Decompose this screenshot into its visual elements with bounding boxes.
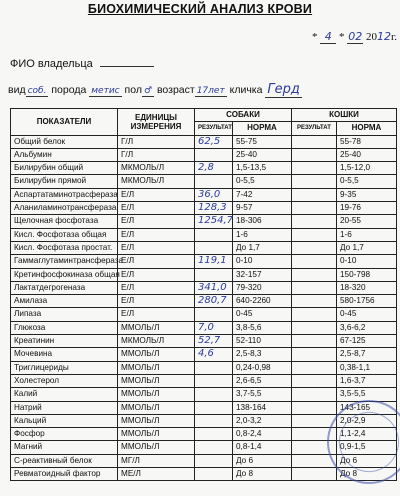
param-name: Магний	[11, 441, 118, 454]
unit-cell: Е/Л	[118, 202, 195, 215]
dog-norm: До 8	[233, 468, 292, 481]
date-separator: *	[339, 31, 345, 43]
header-row-top	[11, 109, 397, 122]
cat-norm: 143-165	[337, 401, 397, 414]
unit-cell: МКМОЛЬ/Л	[118, 335, 195, 348]
dog-result	[195, 241, 233, 254]
table-row	[11, 175, 397, 188]
unit-cell: ММОЛЬ/Л	[118, 321, 195, 334]
param-name: Аланиламинотрансфераза	[11, 202, 118, 215]
cat-result	[292, 148, 337, 161]
date-day: 4	[320, 30, 336, 44]
param-name: Триглицериды	[11, 361, 118, 374]
cat-result	[292, 228, 337, 241]
cat-result	[292, 388, 337, 401]
table-row	[11, 268, 397, 281]
cat-norm: 0-10	[337, 255, 397, 268]
dog-norm: 0-10	[233, 255, 292, 268]
sex-label: пол	[124, 84, 142, 96]
param-name: С-реактивный белок	[11, 454, 118, 467]
dog-result	[195, 428, 233, 441]
dog-result	[195, 175, 233, 188]
cat-norm: 1-6	[337, 228, 397, 241]
unit-cell: МГ/Л	[118, 454, 195, 467]
cat-result	[292, 335, 337, 348]
unit-cell: Е/Л	[118, 281, 195, 294]
unit-cell: Е/Л	[118, 268, 195, 281]
cat-norm: 1,1-2,4	[337, 428, 397, 441]
dog-result	[195, 268, 233, 281]
table-row	[11, 215, 397, 228]
param-name: Холестерол	[11, 374, 118, 387]
dog-result: 341,0	[195, 281, 233, 294]
dog-result	[195, 468, 233, 481]
table-row	[11, 295, 397, 308]
dog-norm: 0-5,5	[233, 175, 292, 188]
dog-result	[195, 414, 233, 427]
dog-result: 119,1	[195, 255, 233, 268]
cat-norm: До 6	[337, 454, 397, 467]
param-name: Гаммаглутаминтрансфераза	[11, 255, 118, 268]
unit-cell: Е/Л	[118, 308, 195, 321]
dog-result	[195, 388, 233, 401]
unit-cell: Г/Л	[118, 148, 195, 161]
param-name: Натрий	[11, 401, 118, 414]
dog-norm: До 6	[233, 454, 292, 467]
date-year-prefix: 20	[366, 31, 377, 43]
dog-norm: 138-164	[233, 401, 292, 414]
unit-cell: Е/Л	[118, 188, 195, 201]
cat-result	[292, 321, 337, 334]
unit-cell: ММОЛЬ/Л	[118, 374, 195, 387]
animal-line	[8, 82, 302, 98]
cat-norm: 2,5-8,7	[337, 348, 397, 361]
param-name: Липаза	[11, 308, 118, 321]
cat-result	[292, 135, 337, 148]
cat-result	[292, 348, 337, 361]
dog-norm: 3,7-5,5	[233, 388, 292, 401]
cat-result	[292, 295, 337, 308]
form-title: БИОХИМИЧЕСКИЙ АНАЛИЗ КРОВИ	[87, 2, 313, 16]
header-dog-norm: НОРМА	[233, 122, 292, 135]
dog-result	[195, 454, 233, 467]
dog-norm: 0,8-2,4	[233, 428, 292, 441]
param-name: Кретинфосфокиназа общая	[11, 268, 118, 281]
header-units: ЕДИНИЦЫ ИЗМЕРЕНИЯ	[118, 109, 195, 136]
table-row	[11, 135, 397, 148]
name-value: Герд	[267, 82, 300, 97]
param-name: Щелочная фосфотаза	[11, 215, 118, 228]
param-name: Фосфор	[11, 428, 118, 441]
dog-norm: 1-6	[233, 228, 292, 241]
cat-result	[292, 255, 337, 268]
dog-norm: 0,24-0,98	[233, 361, 292, 374]
unit-cell: Г/Л	[118, 135, 195, 148]
param-name: Лактатдегрогеназа	[11, 281, 118, 294]
table-row	[11, 241, 397, 254]
dog-result: 7,0	[195, 321, 233, 334]
table-row	[11, 228, 397, 241]
table-row	[11, 281, 397, 294]
table-row	[11, 335, 397, 348]
param-name: Ревматоидный фактор	[11, 468, 118, 481]
stamp-inner-ring	[331, 404, 400, 481]
dog-norm: 32-157	[233, 268, 292, 281]
cat-norm: 20-55	[337, 215, 397, 228]
unit-cell: Е/Л	[118, 215, 195, 228]
age-value: 17лет	[196, 86, 225, 96]
dog-norm: 640-2260	[233, 295, 292, 308]
header-cats: КОШКИ	[292, 109, 397, 122]
unit-cell: ММОЛЬ/Л	[118, 361, 195, 374]
cat-norm: 0-5,5	[337, 175, 397, 188]
unit-cell: МКМОЛЬ/Л	[118, 162, 195, 175]
header-param: ПОКАЗАТЕЛИ	[11, 109, 118, 136]
breed-label: порода	[51, 84, 87, 96]
dog-result: 36,0	[195, 188, 233, 201]
table-row	[11, 388, 397, 401]
dog-result: 280,7	[195, 295, 233, 308]
breed-value: метис	[91, 86, 120, 96]
param-name: Альбумин	[11, 148, 118, 161]
param-name: Общий белок	[11, 135, 118, 148]
table-row	[11, 348, 397, 361]
cat-norm: 0-45	[337, 308, 397, 321]
cat-norm: 580-1756	[337, 295, 397, 308]
dog-result: 52,7	[195, 335, 233, 348]
cat-result	[292, 241, 337, 254]
unit-cell: ММОЛЬ/Л	[118, 428, 195, 441]
cat-norm: До 8	[337, 468, 397, 481]
table-row	[11, 374, 397, 387]
cat-norm: 55-78	[337, 135, 397, 148]
dog-norm: До 1,7	[233, 241, 292, 254]
dog-norm: 55-75	[233, 135, 292, 148]
cat-result	[292, 468, 337, 481]
unit-cell: Е/Л	[118, 255, 195, 268]
cat-result	[292, 401, 337, 414]
age-label: возраст	[156, 84, 195, 96]
dog-result	[195, 148, 233, 161]
date-line	[312, 30, 397, 44]
unit-cell: Е/Л	[118, 228, 195, 241]
cat-norm: 9-35	[337, 188, 397, 201]
dog-norm: 7-42	[233, 188, 292, 201]
dog-norm: 3,8-5,6	[233, 321, 292, 334]
table-row	[11, 361, 397, 374]
cat-norm: 3,5-5,5	[337, 388, 397, 401]
cat-result	[292, 281, 337, 294]
param-name: Кисл. Фосфотаза общая	[11, 228, 118, 241]
table-row	[11, 202, 397, 215]
cat-result	[292, 162, 337, 175]
unit-cell: ММОЛЬ/Л	[118, 401, 195, 414]
date-suffix: г.	[391, 31, 398, 43]
param-name: Глюкоза	[11, 321, 118, 334]
param-name: Калий	[11, 388, 118, 401]
param-name: Мочевина	[11, 348, 118, 361]
unit-cell: Е/Л	[118, 295, 195, 308]
cat-result	[292, 188, 337, 201]
table-row	[11, 255, 397, 268]
species-value: соб.	[27, 86, 47, 96]
cat-norm: 25-40	[337, 148, 397, 161]
param-name: Креатинин	[11, 335, 118, 348]
dog-norm: 2,5-8,3	[233, 348, 292, 361]
dog-norm: 2,6-6,5	[233, 374, 292, 387]
date-year: 12	[377, 30, 391, 43]
cat-result	[292, 215, 337, 228]
dog-norm: 9-57	[233, 202, 292, 215]
param-name: Билирубин общий	[11, 162, 118, 175]
cat-norm: 0,38-1,1	[337, 361, 397, 374]
dog-result	[195, 228, 233, 241]
dog-result: 2,8	[195, 162, 233, 175]
table-row	[11, 148, 397, 161]
dog-norm: 2,0-3,2	[233, 414, 292, 427]
dog-norm: 79-320	[233, 281, 292, 294]
param-name: Амилаза	[11, 295, 118, 308]
header-cat-norm: НОРМА	[337, 122, 397, 135]
dog-norm: 52-110	[233, 335, 292, 348]
species-label: вид	[8, 84, 26, 96]
dog-result	[195, 308, 233, 321]
cat-norm: 67-125	[337, 335, 397, 348]
unit-cell: ММОЛЬ/Л	[118, 441, 195, 454]
dog-norm: 25-40	[233, 148, 292, 161]
unit-cell: Е/Л	[118, 241, 195, 254]
cat-result	[292, 374, 337, 387]
cat-norm: 19-76	[337, 202, 397, 215]
dog-result: 1254,7	[195, 215, 233, 228]
date-prefix: *	[312, 31, 318, 43]
owner-label: ФИО владельца	[10, 58, 93, 70]
dog-norm: 18-306	[233, 215, 292, 228]
header-cat-result: РЕЗУЛЬТАТ	[292, 122, 337, 135]
cat-norm: 2,0-2,9	[337, 414, 397, 427]
param-name: Аспартатаминотрасфераза	[11, 188, 118, 201]
dog-result	[195, 361, 233, 374]
dog-result: 128,3	[195, 202, 233, 215]
table-row	[11, 188, 397, 201]
dog-result: 62,5	[195, 135, 233, 148]
cat-result	[292, 268, 337, 281]
header-dog-result: РЕЗУЛЬТАТ	[195, 122, 233, 135]
unit-cell: ММОЛЬ/Л	[118, 388, 195, 401]
cat-result	[292, 202, 337, 215]
cat-norm: 3,6-6,2	[337, 321, 397, 334]
unit-cell: МЕ/Л	[118, 468, 195, 481]
cat-result	[292, 175, 337, 188]
sex-value: ♂	[143, 86, 153, 96]
cat-norm: 0,9-1,5	[337, 441, 397, 454]
unit-cell: ММОЛЬ/Л	[118, 414, 195, 427]
param-name: Кальций	[11, 414, 118, 427]
table-row	[11, 308, 397, 321]
date-month: 02	[348, 30, 363, 43]
cat-norm: 18-320	[337, 281, 397, 294]
dog-norm: 0-45	[233, 308, 292, 321]
header-dogs: СОБАКИ	[195, 109, 292, 122]
param-name: Кисл. Фосфотаза простат.	[11, 241, 118, 254]
name-label: кличка	[229, 84, 263, 96]
owner-line	[10, 58, 154, 70]
cat-norm: 150-798	[337, 268, 397, 281]
dog-norm: 0,8-1,4	[233, 441, 292, 454]
cat-norm: До 1,7	[337, 241, 397, 254]
unit-cell: МКМОЛЬ/Л	[118, 175, 195, 188]
dog-norm: 1,5-13,5	[233, 162, 292, 175]
dog-result	[195, 401, 233, 414]
dog-result	[195, 374, 233, 387]
cat-result	[292, 361, 337, 374]
cat-norm: 1,6-3,7	[337, 374, 397, 387]
cat-result	[292, 308, 337, 321]
unit-cell: ММОЛЬ/Л	[118, 348, 195, 361]
table-row	[11, 162, 397, 175]
table-row	[11, 321, 397, 334]
cat-norm: 1,5-12,0	[337, 162, 397, 175]
dog-result: 4,6	[195, 348, 233, 361]
param-name: Билирубин прямой	[11, 175, 118, 188]
dog-result	[195, 441, 233, 454]
owner-blank	[100, 66, 154, 67]
